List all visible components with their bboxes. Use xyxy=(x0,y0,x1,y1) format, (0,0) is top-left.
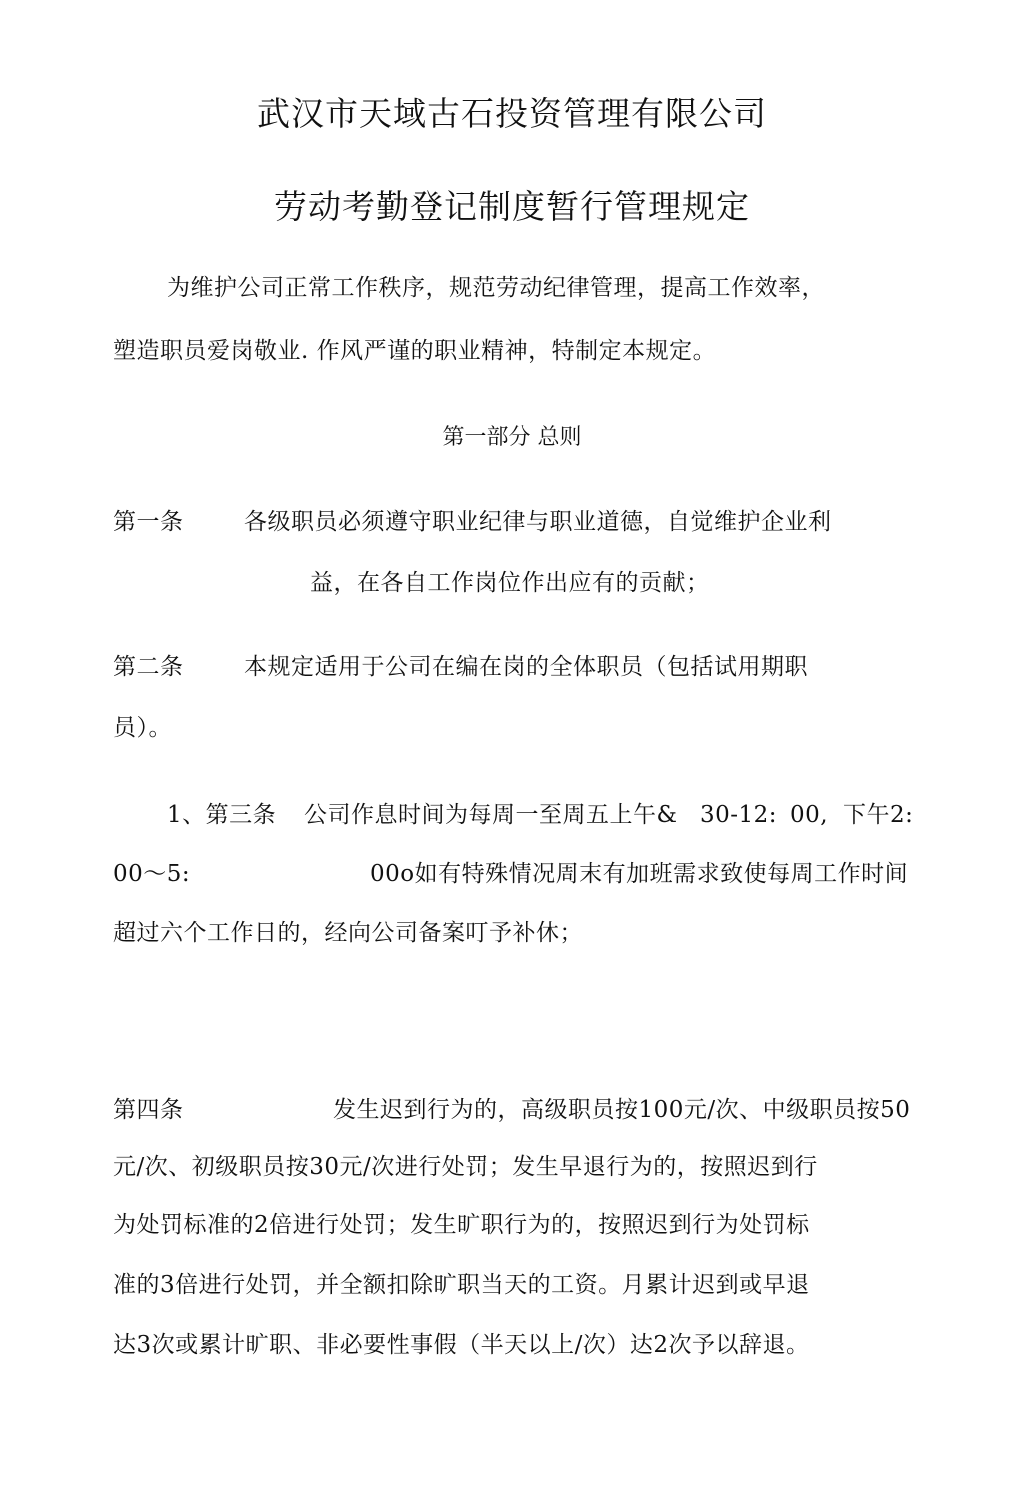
article1-label: 第一条 xyxy=(113,509,184,535)
intro-line-1: 为维护公司正常工作秩序，规范劳动纪律管理，提高工作效率， xyxy=(167,275,825,301)
article3-line-1b: 30-12: xyxy=(700,802,778,828)
article3-line-1c: 00, xyxy=(790,802,829,828)
intro-line-2: 塑造职员爱岗敬业. 作风严谨的职业精神，特制定本规定。 xyxy=(113,338,717,364)
article2-line-1: 本规定适用于公司在编在岗的全体职员（包括试用期职 xyxy=(244,654,808,680)
article3-line-2a: 00～5: xyxy=(113,861,191,887)
article4-line-1: 发生迟到行为的，高级职员按100元/次、中级职员按50 xyxy=(333,1097,911,1123)
article1-line-2: 益，在各自工作岗位作出应有的贡献； xyxy=(310,570,710,596)
article3-prefix: 1、第三条 xyxy=(167,802,277,828)
part1-heading: 第一部分 总则 xyxy=(442,425,582,450)
article3-line-1a: 公司作息时间为每周一至周五上午& xyxy=(304,802,678,828)
article4-label: 第四条 xyxy=(113,1097,184,1123)
article3-line-1d: 下午2: xyxy=(843,802,914,828)
document-title-company: 武汉市天域古石投资管理有限公司 xyxy=(257,94,767,133)
document-title-regulation: 劳动考勤登记制度暂行管理规定 xyxy=(274,187,750,226)
article4-line-2: 元/次、初级职员按30元/次进行处罚；发生早退行为的，按照迟到行 xyxy=(113,1154,818,1180)
article4-line-3: 为处罚标准的2倍进行处罚；发生旷职行为的，按照迟到行为处罚标 xyxy=(113,1212,810,1238)
article2-line-2: 员）。 xyxy=(113,715,172,741)
article4-line-4: 准的3倍进行处罚，并全额扣除旷职当天的工资。月累计迟到或早退 xyxy=(113,1272,810,1298)
article2-label: 第二条 xyxy=(113,654,184,680)
article3-line-2b: 00o如有特殊情况周末有加班需求致使每周工作时间 xyxy=(370,861,909,887)
article4-line-5: 达3次或累计旷职、非必要性事假（半天以上/次）达2次予以辞退。 xyxy=(113,1332,810,1358)
article1-line-1: 各级职员必须遵守职业纪律与职业道德，自觉维护企业利 xyxy=(244,509,832,535)
article3-line-3: 超过六个工作日的，经向公司备案叮予补休； xyxy=(113,920,583,946)
